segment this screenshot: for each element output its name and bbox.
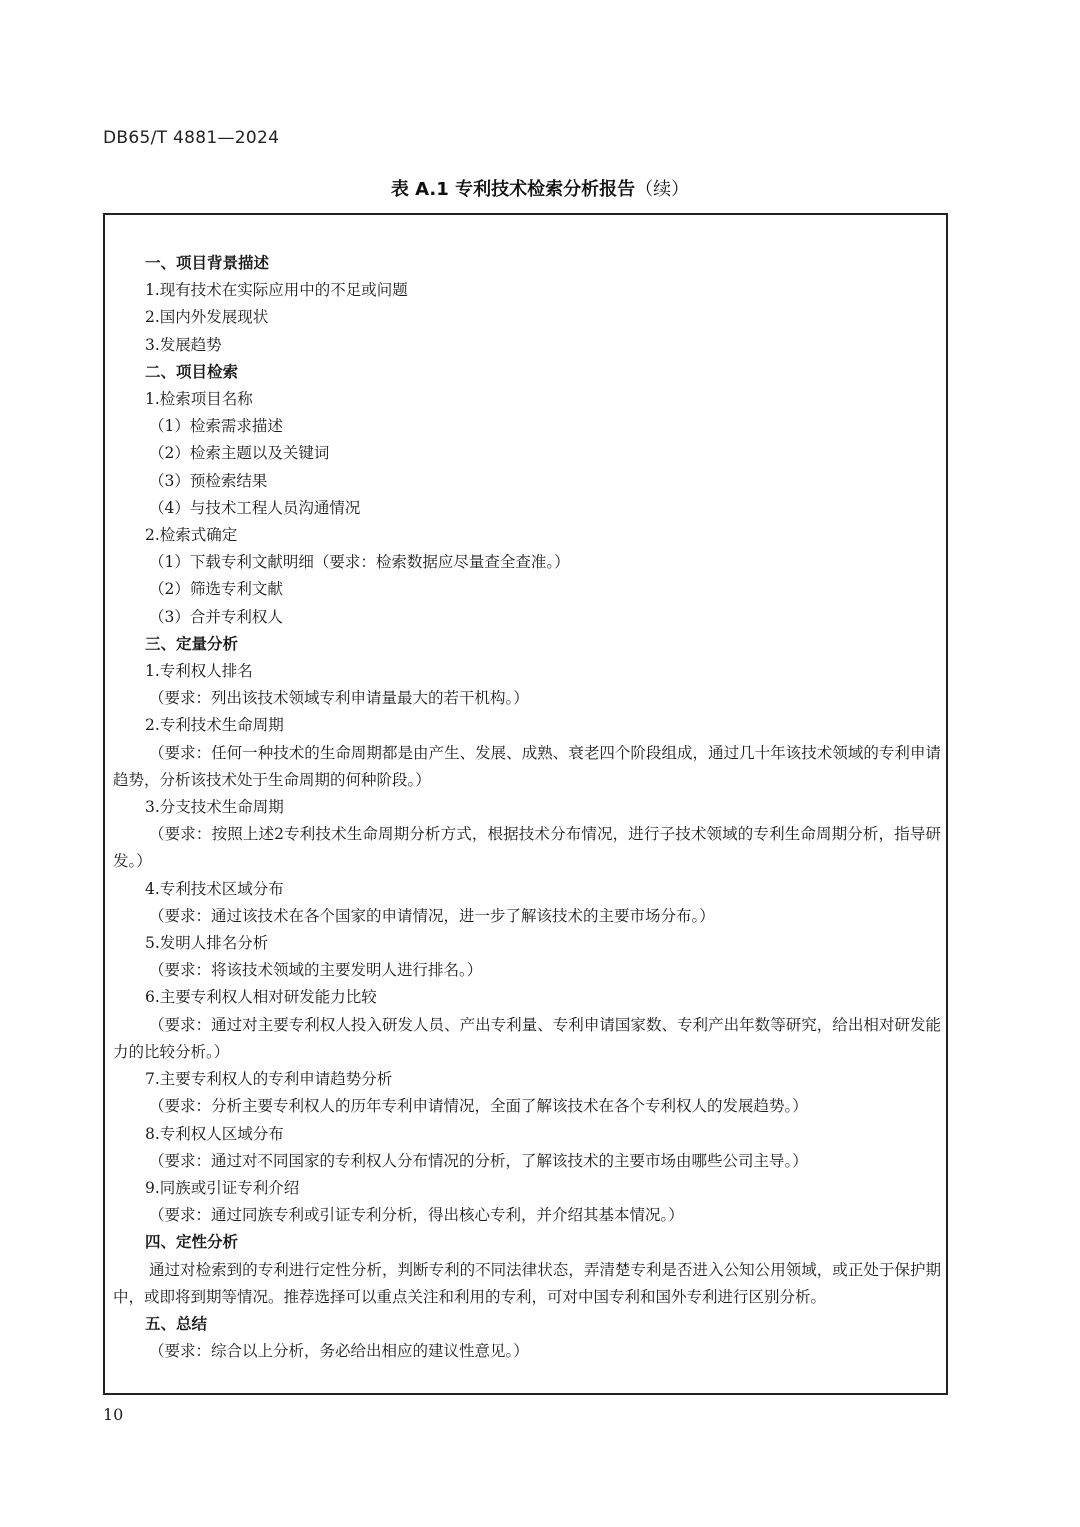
table-title-text: 表 A.1 专利技术检索分析报告 bbox=[390, 179, 636, 200]
document-code: DB65/T 4881—2024 bbox=[103, 128, 280, 148]
list-item: 8.专利权人区域分布 bbox=[145, 1124, 284, 1143]
list-item: （1）下载专利文献明细（要求：检索数据应尽量查全查准。） bbox=[149, 553, 570, 572]
list-item: （4）与技术工程人员沟通情况 bbox=[149, 498, 361, 517]
list-item: （3）预检索结果 bbox=[149, 471, 268, 490]
paragraph: 通过对检索到的专利进行定性分析，判断专利的不同法律状态，弄清楚专利是否进入公知公用领域，或正处于保护期中，或即将到期等情况。推荐选择可以重点关注和利用的专利，可对中国专利和国外专利进行区别分析。 bbox=[113, 1260, 941, 1306]
section-heading: 一、项目背景描述 bbox=[145, 254, 270, 272]
list-item: 2.检索式确定 bbox=[145, 526, 238, 545]
list-item: 9.同族或引证专利介绍 bbox=[145, 1178, 300, 1197]
list-item: （要求：通过同族专利或引证专利分析，得出核心专利，并介绍其基本情况。） bbox=[149, 1206, 684, 1225]
list-item: 6.主要专利权人相对研发能力比较 bbox=[145, 988, 377, 1007]
section-heading: 三、定量分析 bbox=[145, 634, 239, 653]
list-item: （2）筛选专利文献 bbox=[149, 580, 283, 599]
list-item: （要求：综合以上分析，务必给出相应的建议性意见。） bbox=[149, 1342, 529, 1361]
section-heading: 四、定性分析 bbox=[145, 1233, 239, 1252]
list-item: 1.专利权人排名 bbox=[145, 662, 253, 681]
list-item: 1.现有技术在实际应用中的不足或问题 bbox=[145, 281, 408, 300]
paragraph: （要求：按照上述2专利技术生命周期分析方式，根据技术分布情况，进行子技术领域的专利生命周期分析，指导研发。） bbox=[113, 825, 941, 871]
table-title bbox=[0, 175, 1080, 201]
list-item: 3.发展趋势 bbox=[145, 335, 222, 354]
list-item: 1.检索项目名称 bbox=[145, 390, 253, 409]
list-item: 4.专利技术区域分布 bbox=[145, 879, 284, 898]
paragraph: （要求：通过对主要专利权人投入研发人员、产出专利量、专利申请国家数、专利产出年数等研究，给出相对研发能力的比较分析。） bbox=[113, 1015, 941, 1061]
section-heading: 二、项目检索 bbox=[145, 362, 239, 381]
list-item: 5.发明人排名分析 bbox=[145, 934, 269, 953]
table-title-suffix: （续） bbox=[635, 179, 690, 200]
list-item: （要求：列出该技术领域专利申请量最大的若干机构。） bbox=[149, 689, 529, 708]
section-heading: 五、总结 bbox=[145, 1314, 208, 1333]
list-item: （要求：通过对不同国家的专利权人分布情况的分析，了解该技术的主要市场由哪些公司主导。） bbox=[149, 1151, 808, 1170]
list-item: （要求：分析主要专利权人的历年专利申请情况，全面了解该技术在各个专利权人的发展趋势。） bbox=[149, 1097, 808, 1116]
list-item: （1）检索需求描述 bbox=[149, 417, 283, 436]
list-item: （3）合并专利权人 bbox=[149, 607, 283, 626]
report-content bbox=[113, 250, 941, 1365]
page-number: 10 bbox=[103, 1405, 124, 1424]
list-item: 2.专利技术生命周期 bbox=[145, 716, 284, 735]
list-item: 2.国内外发展现状 bbox=[145, 308, 269, 327]
paragraph: （要求：任何一种技术的生命周期都是由产生、发展、成熟、衰老四个阶段组成，通过几十年该技术领域的专利申请趋势，分析该技术处于生命周期的何种阶段。） bbox=[113, 743, 941, 789]
list-item: 7.主要专利权人的专利申请趋势分析 bbox=[145, 1070, 393, 1089]
list-item: （2）检索主题以及关键词 bbox=[149, 444, 330, 463]
list-item: 3.分支技术生命周期 bbox=[145, 798, 284, 817]
list-item: （要求：通过该技术在各个国家的申请情况，进一步了解该技术的主要市场分布。） bbox=[149, 906, 715, 925]
list-item: （要求：将该技术领域的主要发明人进行排名。） bbox=[149, 961, 483, 980]
